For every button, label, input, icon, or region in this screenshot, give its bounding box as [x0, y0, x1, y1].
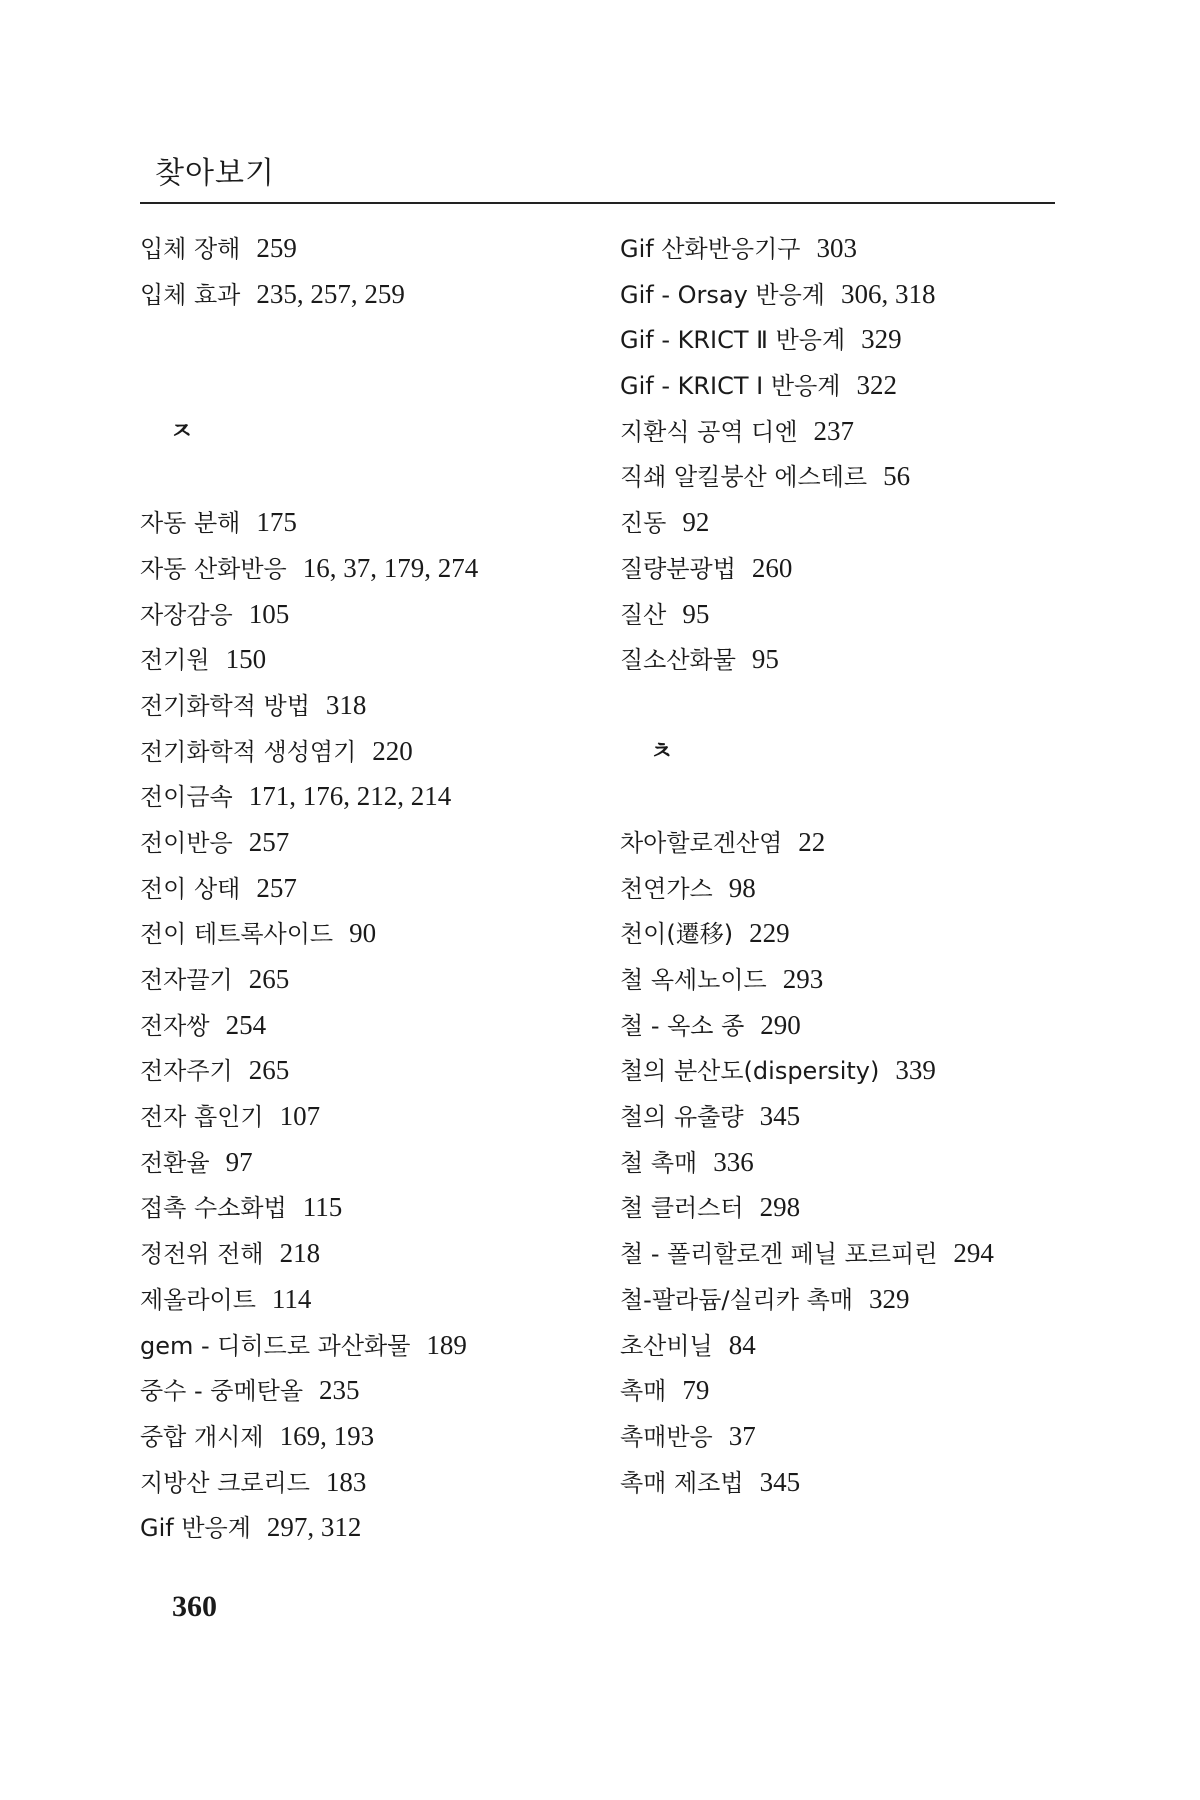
- index-pages: 303: [816, 233, 857, 263]
- index-entry: [140, 637, 610, 683]
- index-pages: 237: [813, 415, 855, 446]
- index-pages: 235: [319, 1375, 360, 1406]
- blank-row: [620, 683, 1060, 729]
- index-entry: [140, 1231, 610, 1277]
- index-term: 전이 상태: [140, 874, 241, 903]
- index-entry: [620, 1185, 1060, 1231]
- index-term: 전이금속: [140, 783, 233, 812]
- index-entry: [140, 957, 610, 1003]
- index-term: 철-팔라듐/실리카 촉매: [620, 1285, 854, 1314]
- index-entry: [140, 1003, 610, 1049]
- index-pages: 150: [225, 644, 267, 675]
- index-entry: [620, 1003, 1060, 1049]
- index-term: 촉매: [620, 1377, 667, 1406]
- index-term: 철 옥세노이드: [620, 966, 767, 994]
- index-pages: 79: [682, 1375, 710, 1406]
- index-entry: [140, 820, 610, 866]
- index-entry: [620, 957, 1060, 1003]
- index-pages: 171, 176, 212, 214: [248, 781, 452, 812]
- index-pages: 297, 312: [266, 1512, 362, 1543]
- index-entry: [140, 1048, 610, 1094]
- index-pages: 257: [248, 826, 290, 857]
- index-term: 중합 개시제: [140, 1422, 264, 1451]
- index-entry: [140, 866, 610, 912]
- index-term: 초산비닐: [620, 1331, 713, 1360]
- index-pages: 84: [728, 1329, 756, 1360]
- blank-row: [620, 774, 1060, 820]
- index-pages: 336: [713, 1146, 754, 1177]
- index-pages: 56: [883, 461, 911, 492]
- index-pages: 329: [869, 1283, 910, 1314]
- index-entry: [140, 1277, 610, 1323]
- index-pages: 229: [749, 918, 790, 949]
- index-term: 촉매 제조법: [620, 1468, 744, 1497]
- index-term: 철의 유출량: [620, 1103, 744, 1132]
- index-term: 전기화학적 생성염기: [140, 737, 357, 766]
- section-letter-text: ㅊ: [650, 736, 674, 765]
- index-pages: 329: [861, 324, 902, 355]
- blank-row: [140, 317, 610, 363]
- index-term: 접촉 수소화법: [140, 1194, 287, 1223]
- index-term: 차아할로겐산염: [620, 828, 783, 857]
- index-pages: 16, 37, 179, 274: [302, 552, 479, 583]
- index-entry: [620, 454, 1060, 500]
- index-pages: 95: [751, 644, 779, 675]
- index-entry: [620, 1094, 1060, 1140]
- page-number: 360: [172, 1590, 217, 1623]
- index-pages: 97: [225, 1146, 253, 1177]
- index-term: 전자주기: [140, 1057, 233, 1086]
- index-term: 입체 효과: [140, 280, 241, 309]
- index-term: 전기원: [140, 646, 210, 675]
- index-entry: [620, 1231, 1060, 1277]
- index-term: 중수 - 중메탄올: [140, 1377, 304, 1406]
- index-term: 질소산화물: [620, 646, 736, 675]
- index-term: 자동 분해: [140, 509, 241, 538]
- index-entry: [140, 729, 610, 775]
- index-term: Gif - Orsay 반응계: [620, 280, 825, 309]
- index-entry: [140, 1185, 610, 1231]
- index-pages: 290: [760, 1009, 801, 1040]
- index-entry: [140, 592, 610, 638]
- index-pages: 298: [759, 1192, 801, 1223]
- running-head: 찾아보기: [155, 156, 275, 191]
- index-term: 전환율: [140, 1148, 210, 1177]
- index-term: 입체 장해: [140, 235, 241, 263]
- index-pages: 259: [256, 233, 297, 263]
- index-entry: [140, 774, 610, 820]
- index-term: 철 - 폴리할로겐 페닐 포르피린: [620, 1240, 938, 1269]
- index-term: 지방산 크로리드: [140, 1468, 310, 1497]
- index-pages: 306, 318: [841, 278, 936, 309]
- index-pages: 114: [271, 1283, 312, 1314]
- index-pages: 105: [248, 598, 290, 629]
- index-pages: 175: [256, 507, 297, 538]
- index-pages: 220: [372, 735, 413, 766]
- index-term: 전이 테트록사이드: [140, 920, 334, 949]
- index-term: 철 촉매: [620, 1148, 698, 1177]
- index-term: 자장감응: [140, 600, 233, 629]
- index-pages: 90: [349, 918, 377, 949]
- header-rule: [140, 202, 1055, 204]
- index-entry: [620, 820, 1060, 866]
- index-pages: 294: [953, 1238, 994, 1269]
- index-term: 전이반응: [140, 828, 233, 857]
- index-term: 철 - 옥소 종: [620, 1011, 745, 1040]
- index-entry: [620, 226, 1060, 272]
- index-entry: [140, 1323, 610, 1369]
- index-entry: [140, 226, 610, 272]
- index-pages: 37: [728, 1420, 756, 1451]
- index-pages: 183: [325, 1466, 367, 1497]
- index-pages: 22: [798, 826, 826, 857]
- index-pages: 95: [682, 598, 710, 629]
- index-term: 질량분광법: [620, 554, 736, 583]
- index-term: 지환식 공역 디엔: [620, 417, 798, 446]
- index-term: 질산: [620, 600, 667, 629]
- index-pages: 265: [248, 964, 290, 994]
- index-term: 촉매반응: [620, 1422, 713, 1451]
- index-pages: 293: [782, 964, 824, 994]
- index-pages: 322: [856, 370, 897, 401]
- index-entry: [620, 1414, 1060, 1460]
- index-pages: 345: [759, 1101, 801, 1132]
- index-pages: 260: [751, 552, 793, 583]
- index-entry: [140, 272, 610, 318]
- index-entry: [620, 1460, 1060, 1506]
- index-entry: [140, 1460, 610, 1506]
- index-entry: [620, 911, 1060, 957]
- index-column-left: [140, 226, 610, 1551]
- index-pages: 254: [225, 1009, 267, 1040]
- index-term: Gif 산화반응기구: [620, 235, 801, 263]
- index-entry: [620, 1323, 1060, 1369]
- index-entry: [140, 683, 610, 729]
- index-term: 자동 산화반응: [140, 554, 287, 583]
- index-entry: [620, 272, 1060, 318]
- index-entry: [620, 1140, 1060, 1186]
- index-term: 정전위 전해: [140, 1240, 264, 1269]
- index-term: 전자 흡인기: [140, 1103, 264, 1132]
- index-pages: 339: [895, 1055, 936, 1086]
- index-entry: [140, 1140, 610, 1186]
- section-letter: [620, 729, 1060, 775]
- index-term: 전자끌기: [140, 966, 233, 994]
- index-entry: [140, 1368, 610, 1414]
- index-pages: 218: [279, 1238, 321, 1269]
- index-pages: 98: [728, 872, 756, 903]
- index-pages: 318: [325, 689, 367, 720]
- index-pages: 189: [426, 1329, 467, 1360]
- blank-row: [140, 363, 610, 409]
- index-entry: [620, 1368, 1060, 1414]
- section-letter: [140, 409, 610, 455]
- index-entry: [620, 866, 1060, 912]
- index-entry: [620, 500, 1060, 546]
- index-column-right: [620, 226, 1060, 1505]
- index-entry: [140, 500, 610, 546]
- index-entry: [140, 546, 610, 592]
- index-entry: [140, 1094, 610, 1140]
- index-term: 철의 분산도(dispersity): [620, 1057, 880, 1086]
- index-entry: [620, 317, 1060, 363]
- index-entry: [620, 1277, 1060, 1323]
- index-pages: 115: [302, 1192, 343, 1223]
- index-pages: 265: [248, 1055, 290, 1086]
- index-entry: [620, 637, 1060, 683]
- index-entry: [620, 363, 1060, 409]
- index-entry: [620, 409, 1060, 455]
- index-pages: 107: [279, 1101, 321, 1132]
- index-term: 제올라이트: [140, 1285, 256, 1314]
- index-term: 철 클러스터: [620, 1194, 744, 1223]
- index-term: Gif - KRICT Ⅰ 반응계: [620, 372, 841, 401]
- index-entry: [620, 546, 1060, 592]
- index-term: 직쇄 알킬붕산 에스테르: [620, 463, 868, 492]
- index-pages: 169, 193: [279, 1420, 375, 1451]
- index-pages: 257: [256, 872, 297, 903]
- index-entry: [140, 1505, 610, 1551]
- index-entry: [620, 1048, 1060, 1094]
- index-term: 전기화학적 방법: [140, 691, 310, 720]
- index-term: 진동: [620, 509, 667, 538]
- blank-row: [140, 454, 610, 500]
- section-letter-text: ㅈ: [170, 416, 194, 445]
- index-entry: [140, 1414, 610, 1460]
- index-pages: 92: [682, 507, 710, 538]
- index-entry: [620, 592, 1060, 638]
- index-pages: 235, 257, 259: [256, 278, 405, 309]
- index-entry: [140, 911, 610, 957]
- index-term: Gif 반응계: [140, 1514, 251, 1543]
- index-term: 전자쌍: [140, 1011, 210, 1040]
- index-term: 천연가스: [620, 874, 713, 903]
- index-term: 천이(遷移): [620, 920, 734, 949]
- index-term: gem - 디히드로 과산화물: [140, 1331, 411, 1360]
- index-term: Gif - KRICT Ⅱ 반응계: [620, 326, 846, 355]
- index-pages: 345: [759, 1466, 801, 1497]
